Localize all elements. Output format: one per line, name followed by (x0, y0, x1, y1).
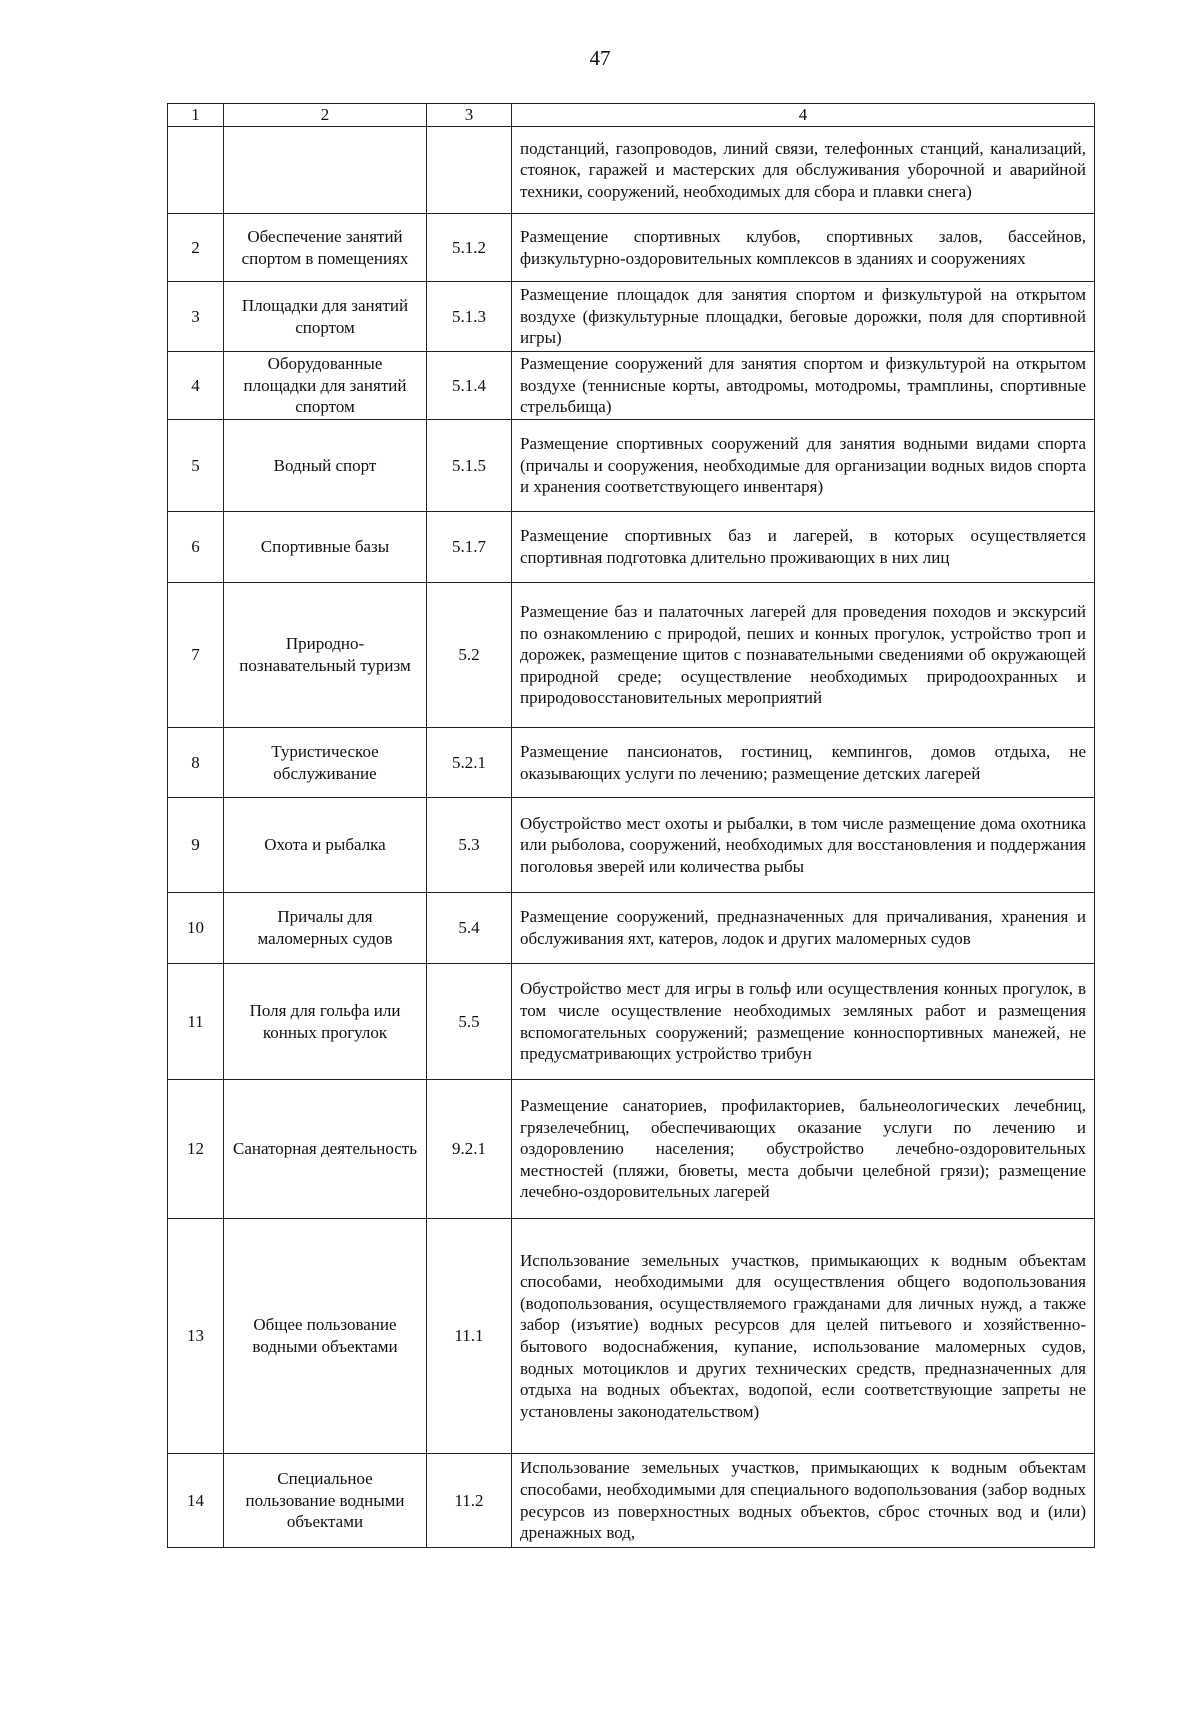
use-type-code: 5.2.1 (427, 728, 512, 798)
table-row (168, 964, 1095, 1080)
use-type-description: Размещение спортивных сооружений для занятия водными видами спорта (причалы и сооружения, необходимые для организации водных видов спорта и хранения соответствующего инвентаря) (512, 420, 1095, 512)
use-type-code (427, 127, 512, 214)
use-type-code: 5.5 (427, 964, 512, 1080)
row-number: 7 (168, 583, 224, 728)
use-type-name: Водный спорт (224, 420, 427, 512)
table-row (168, 512, 1095, 583)
use-type-code: 5.1.3 (427, 282, 512, 352)
table-body (168, 127, 1095, 1548)
use-type-description: Использование земельных участков, примыкающих к водным объектам способами, необходимыми для специального водопользования (забор водных ресурсов из поверхностных водных объектов, сброс сточных вод и (или) дренажных вод, (512, 1454, 1095, 1548)
header-col-2: 2 (224, 104, 427, 127)
row-number: 3 (168, 282, 224, 352)
header-col-4: 4 (512, 104, 1095, 127)
use-type-name: Охота и рыбалка (224, 798, 427, 893)
use-type-name: Общее пользование водными объектами (224, 1219, 427, 1454)
use-type-name: Спортивные базы (224, 512, 427, 583)
use-type-name: Туристическое обслуживание (224, 728, 427, 798)
row-number: 5 (168, 420, 224, 512)
table-row (168, 1219, 1095, 1454)
use-type-description: Обустройство мест охоты и рыбалки, в том числе размещение дома охотника или рыболова, сооружений, необходимых для восстановления и поддержания поголовья зверей или количества рыбы (512, 798, 1095, 893)
use-type-description: Размещение санаториев, профилакториев, бальнеологических лечебниц, грязелечебниц, обеспечивающих оказание услуги по лечению и оздоровлению населения; обустройство лечебно-оздоровительных местностей (пляжи, бюветы, места добычи целебной грязи); размещение лечебно-оздоровительных лагерей (512, 1080, 1095, 1219)
use-type-name: Причалы для маломерных судов (224, 893, 427, 964)
use-type-code: 5.3 (427, 798, 512, 893)
use-type-name: Обеспечение занятий спортом в помещениях (224, 214, 427, 282)
table-row (168, 127, 1095, 214)
row-number: 10 (168, 893, 224, 964)
use-type-description: Размещение сооружений для занятия спортом и физкультурой на открытом воздухе (теннисные корты, автодромы, мотодромы, трамплины, спортивные стрельбища) (512, 352, 1095, 420)
use-type-description: подстанций, газопроводов, линий связи, телефонных станций, канализаций, стоянок, гаражей и мастерских для обслуживания уборочной и аварийной техники, сооружений, необходимых для сбора и плавки снега) (512, 127, 1095, 214)
use-type-code: 5.1.5 (427, 420, 512, 512)
row-number: 13 (168, 1219, 224, 1454)
row-number: 8 (168, 728, 224, 798)
row-number: 6 (168, 512, 224, 583)
use-type-description: Размещение пансионатов, гостиниц, кемпингов, домов отдыха, не оказывающих услуги по лечению; размещение детских лагерей (512, 728, 1095, 798)
row-number (168, 127, 224, 214)
header-row (168, 104, 1095, 127)
table-row (168, 420, 1095, 512)
use-type-name: Оборудованные площадки для занятий спортом (224, 352, 427, 420)
table-row (168, 798, 1095, 893)
table-row (168, 282, 1095, 352)
table-row (168, 893, 1095, 964)
use-type-code: 11.1 (427, 1219, 512, 1454)
row-number: 2 (168, 214, 224, 282)
header-col-3: 3 (427, 104, 512, 127)
table-row (168, 1080, 1095, 1219)
use-type-description: Размещение сооружений, предназначенных для причаливания, хранения и обслуживания яхт, катеров, лодок и других маломерных судов (512, 893, 1095, 964)
use-type-code: 5.1.4 (427, 352, 512, 420)
use-type-code: 5.1.2 (427, 214, 512, 282)
page-number: 47 (589, 46, 611, 70)
use-type-name: Специальное пользование водными объектами (224, 1454, 427, 1548)
use-type-description: Размещение спортивных клубов, спортивных залов, бассейнов, физкультурно-оздоровительных комплексов в зданиях и сооружениях (512, 214, 1095, 282)
use-type-description: Обустройство мест для игры в гольф или осуществления конных прогулок, в том числе осуществление необходимых земляных работ и размещения вспомогательных сооружений; размещение конноспортивных манежей, не предусматривающих устройство трибун (512, 964, 1095, 1080)
table-row (168, 1454, 1095, 1548)
row-number: 12 (168, 1080, 224, 1219)
use-type-code: 11.2 (427, 1454, 512, 1548)
table-row (168, 214, 1095, 282)
row-number: 11 (168, 964, 224, 1080)
row-number: 9 (168, 798, 224, 893)
row-number: 14 (168, 1454, 224, 1548)
use-type-code: 5.1.7 (427, 512, 512, 583)
table-row (168, 728, 1095, 798)
use-type-name: Площадки для занятий спортом (224, 282, 427, 352)
use-type-code: 9.2.1 (427, 1080, 512, 1219)
use-type-description: Размещение баз и палаточных лагерей для проведения походов и экскурсий по ознакомлению с природой, пеших и конных прогулок, устройство троп и дорожек, размещение щитов с познавательными сведениями об окружающей природной среде; осуществление необходимых природоохранных и природовосстановительных мероприятий (512, 583, 1095, 728)
use-type-name: Природно-познавательный туризм (224, 583, 427, 728)
use-type-description: Использование земельных участков, примыкающих к водным объектам способами, необходимыми для осуществления общего водопользования (водопользования, осуществляемого гражданами для личных нужд, а также забор (изъятие) водных ресурсов для целей питьевого и хозяйственно-бытового водоснабжения, купание, использование маломерных судов, водных мотоциклов и других технических средств, предназначенных для отдыха на водных объектах, водопой, если соответствующие запреты не установлены законодательством) (512, 1219, 1095, 1454)
use-type-name: Поля для гольфа или конных прогулок (224, 964, 427, 1080)
row-number: 4 (168, 352, 224, 420)
use-type-name: Санаторная деятельность (224, 1080, 427, 1219)
use-type-description: Размещение спортивных баз и лагерей, в которых осуществляется спортивная подготовка длительно проживающих в них лиц (512, 512, 1095, 583)
use-type-description: Размещение площадок для занятия спортом и физкультурой на открытом воздухе (физкультурные площадки, беговые дорожки, поля для спортивной игры) (512, 282, 1095, 352)
use-type-code: 5.2 (427, 583, 512, 728)
table-header (168, 104, 1095, 127)
header-col-1: 1 (168, 104, 224, 127)
use-type-code: 5.4 (427, 893, 512, 964)
table-row (168, 583, 1095, 728)
land-use-table (167, 103, 1095, 1548)
use-type-name (224, 127, 427, 214)
table-row (168, 352, 1095, 420)
